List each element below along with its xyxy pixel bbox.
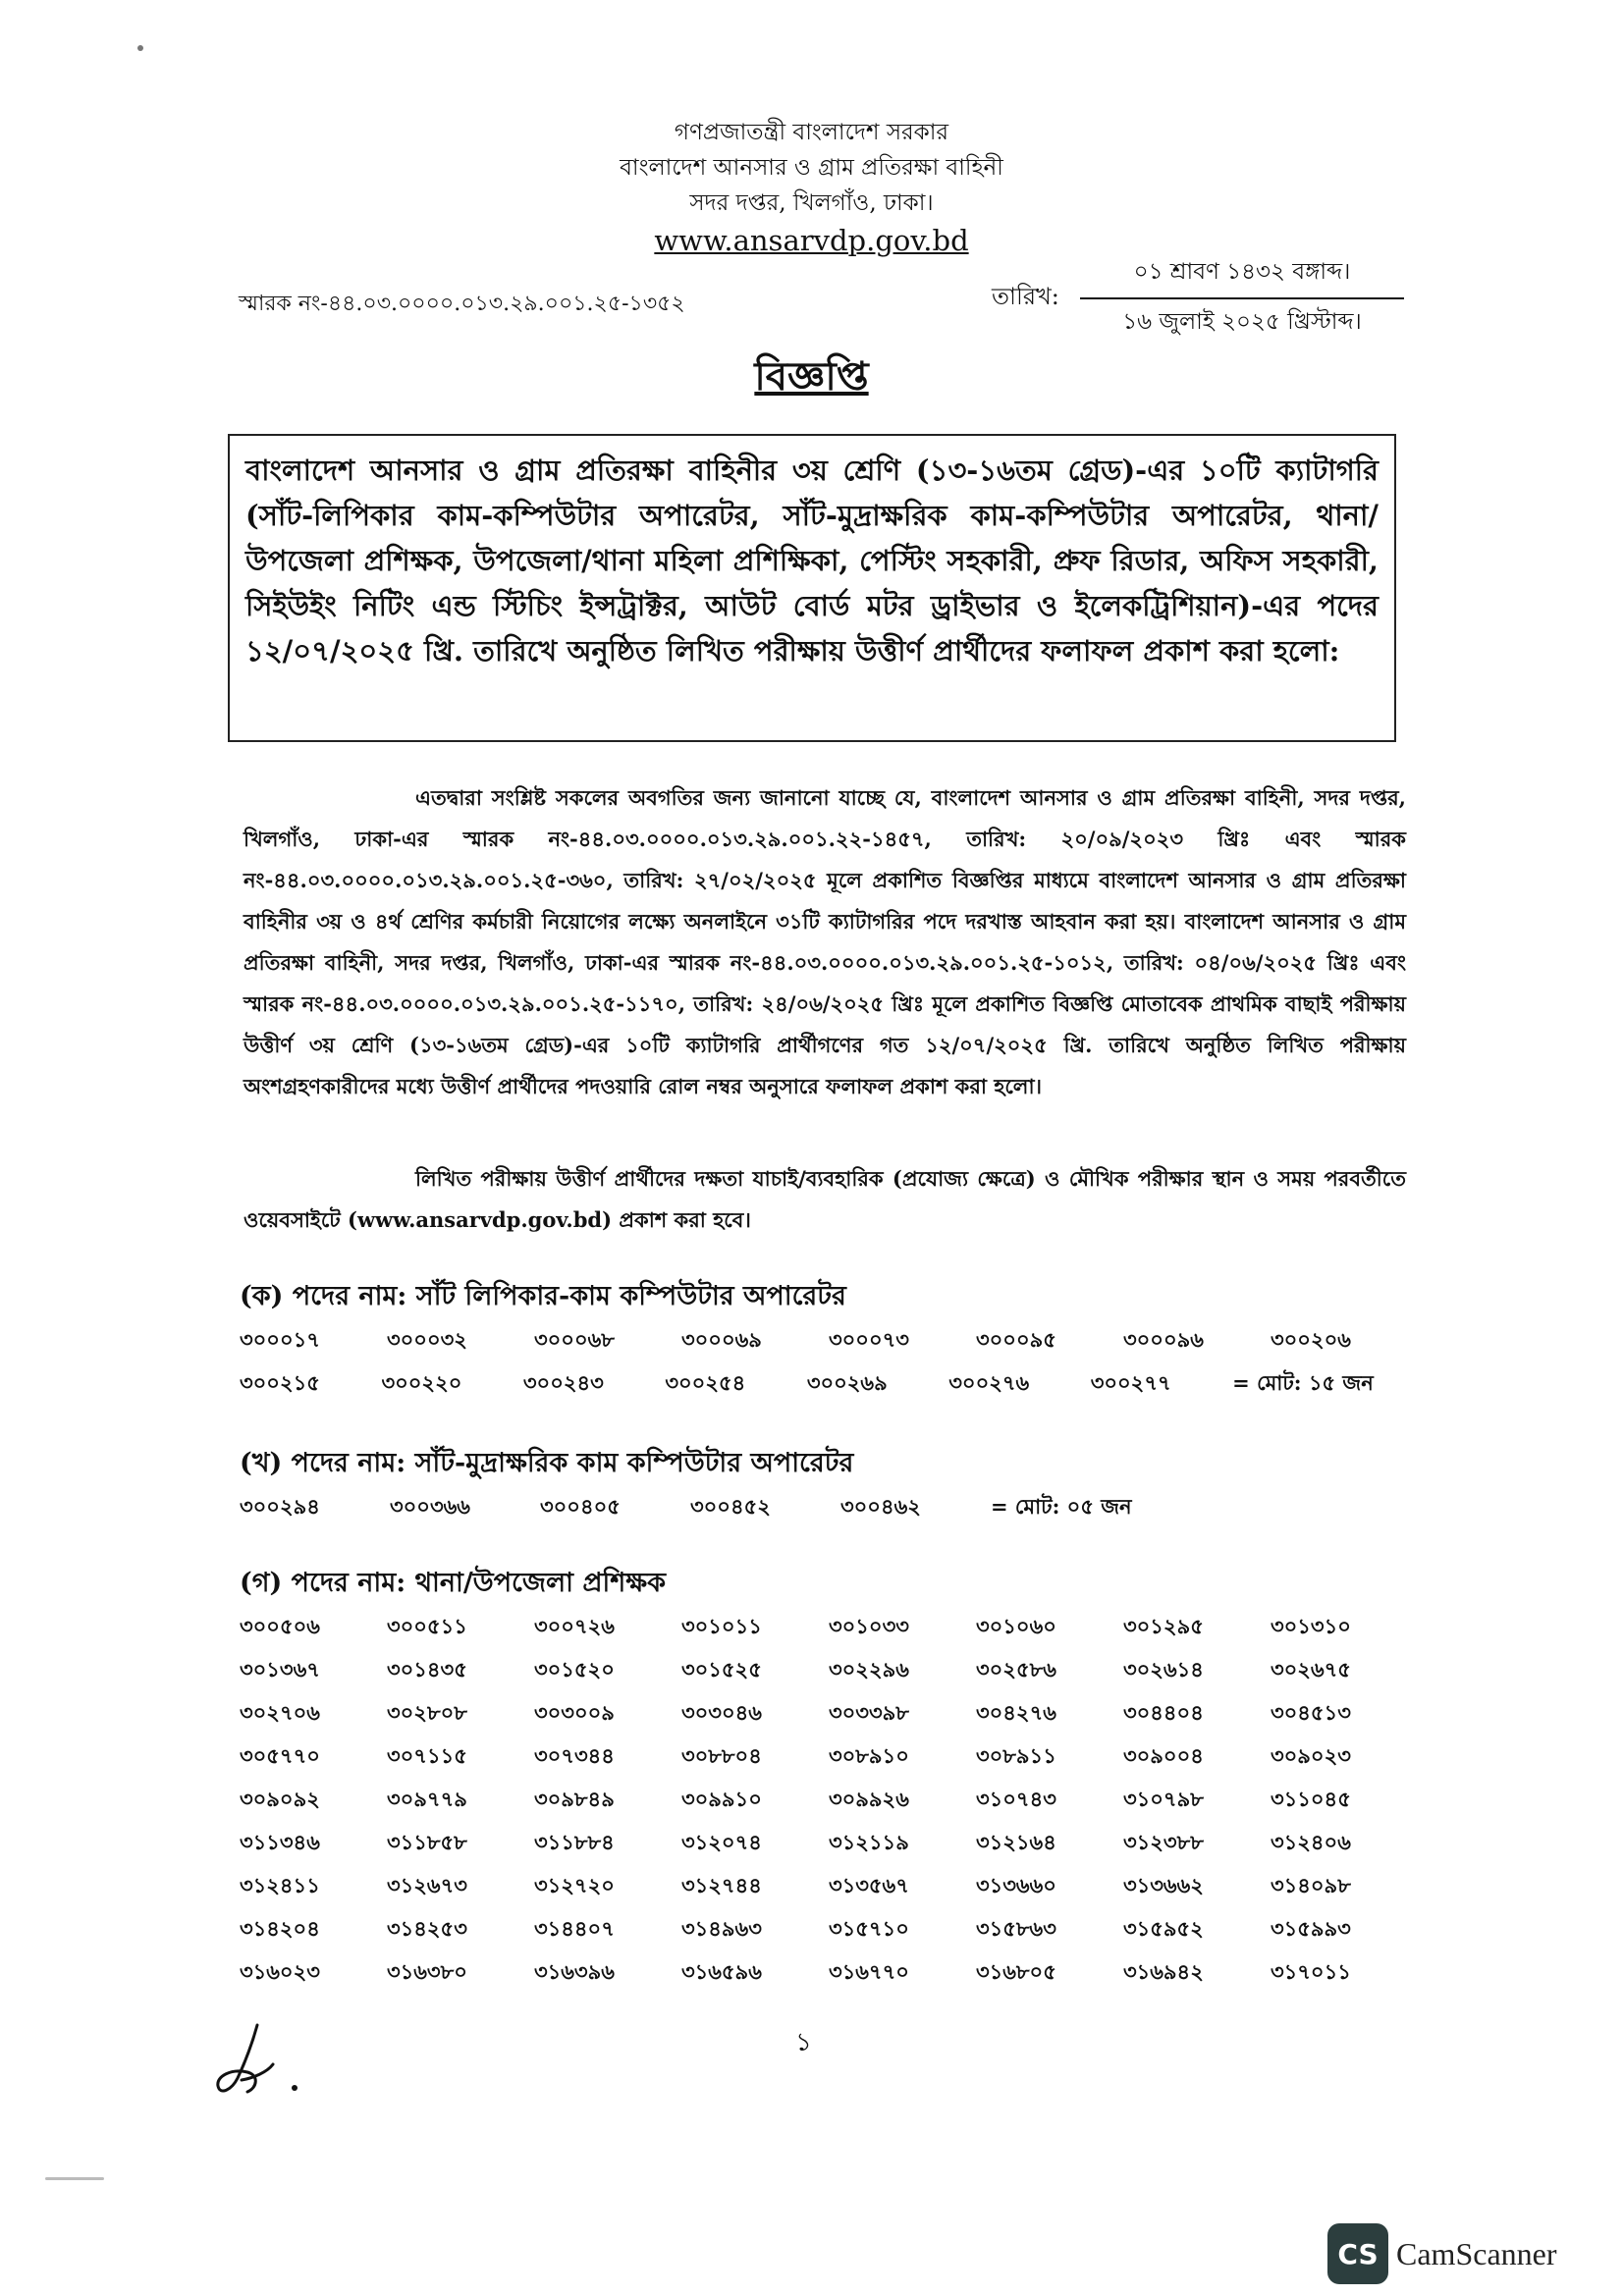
roll-number: ৩০০০৯৫ bbox=[976, 1326, 1056, 1352]
roll-number: ৩০১৩৬৭ bbox=[240, 1656, 320, 1682]
roll-number: ৩১২১৬৪ bbox=[976, 1829, 1056, 1854]
roll-number: ৩০২৭০৬ bbox=[240, 1699, 320, 1725]
roll-number: ৩০০০৬৮ bbox=[534, 1326, 615, 1352]
camscanner-label: CamScanner bbox=[1396, 2235, 1557, 2271]
roll-number: ৩১০৭৯৮ bbox=[1123, 1786, 1204, 1811]
roll-row bbox=[240, 1735, 1418, 1779]
header-govt: গণপ্রজাতন্ত্রী বাংলাদেশ সরকার bbox=[674, 120, 949, 145]
roll-number: ৩১৫৭১০ bbox=[829, 1915, 909, 1941]
roll-number: ৩০০০১৭ bbox=[240, 1326, 320, 1352]
roll-number: ৩১১৮৮৪ bbox=[534, 1829, 615, 1854]
roll-grid-ka bbox=[240, 1319, 1418, 1406]
roll-number: ৩০০২৪৩ bbox=[522, 1369, 604, 1395]
roll-number: ৩০০০৭৩ bbox=[829, 1326, 909, 1352]
roll-number: ৩১২৭২০ bbox=[534, 1872, 615, 1897]
roll-number: ৩১২১১৯ bbox=[829, 1829, 909, 1854]
roll-number: ৩০০২০৬ bbox=[1271, 1326, 1351, 1352]
roll-row bbox=[240, 1908, 1418, 1951]
roll-number: ৩০১৫২৫ bbox=[681, 1656, 762, 1682]
roll-number: ৩০১০৩৩ bbox=[829, 1613, 909, 1638]
date-bangla: ০১ শ্রাবণ ১৪৩২ বঙ্গাব্দ। bbox=[1080, 253, 1404, 299]
roll-number: ৩১৪২০৪ bbox=[240, 1915, 320, 1941]
scan-speck bbox=[137, 45, 143, 51]
roll-number: ৩০০২৭৭ bbox=[1090, 1369, 1171, 1395]
roll-number: ৩১৪০৯৮ bbox=[1271, 1872, 1351, 1897]
roll-number: ৩০২২৯৬ bbox=[829, 1656, 909, 1682]
body-paragraph-1: এতদ্বারা সংশ্লিষ্ট সকলের অবগতির জন্য জানানো যাচ্ছে যে, বাংলাদেশ আনসার ও গ্রাম প্রতিরক্ষা বাহিনী, সদর দপ্তর, খিলগাঁও, ঢাকা-এর স্মারক নং-৪৪.০৩.০০০০.০১৩.২৯.০০১.২২-১৪৫৭, তারিখ: ২০/০৯/২০২৩ খ্রিঃ এবং স্মারক নং-৪৪.০৩.০০০০.০১৩.২৯.০০১.২৫-৩৬০, তারিখ: ২৭/০২/২০২৫ মূলে প্রকাশিত বিজ্ঞপ্তির মাধ্যমে বাংলাদেশ আনসার ও গ্রাম প্রতিরক্ষা বাহিনীর ৩য় ও ৪র্থ শ্রেণির কর্মচারী নিয়োগের লক্ষ্যে অনলাইনে ৩১টি ক্যাটাগরির পদে দরখাস্ত আহবান করা হয়। বাংলাদেশ আনসার ও গ্রাম প্রতিরক্ষা বাহিনী, সদর দপ্তর, খিলগাঁও, ঢাকা-এর স্মারক নং-৪৪.০৩.০০০০.০১৩.২৯.০০১.২৫-১০১২, তারিখ: ০৪/০৬/২০২৫ খ্রিঃ এবং স্মারক নং-৪৪.০৩.০০০০.০১৩.২৯.০০১.২৫-১১৭০, তারিখ: ২৪/০৬/২০২৫ খ্রিঃ মূলে প্রকাশিত বিজ্ঞপ্তি মোতাবেক প্রাথমিক বাছাই পরীক্ষায় উত্তীর্ণ ৩য় শ্রেণি (১৩-১৬তম গ্রেড)-এর ১০টি ক্যাটাগরি প্রার্থীগণের গত ১২/০৭/২০২৫ খ্রি. তারিখে অনুষ্ঠিত লিখিত পরীক্ষায় অংশগ্রহণকারীদের মধ্যে উত্তীর্ণ প্রার্থীদের পদওয়ারি রোল নম্বর অনুসারে ফলাফল প্রকাশ করা হলো। bbox=[243, 785, 1406, 1098]
roll-number: ৩০৩০৪৬ bbox=[681, 1699, 762, 1725]
date-english: ১৬ জুলাই ২০২৫ খ্রিস্টাব্দ। bbox=[1122, 309, 1362, 335]
roll-number: ৩০১৪৩৫ bbox=[387, 1656, 467, 1682]
signature-mark bbox=[208, 2017, 306, 2106]
roll-number: ৩০০২৬৯ bbox=[806, 1369, 888, 1395]
roll-grid-kha bbox=[240, 1486, 1418, 1529]
roll-number: ৩১১০৪৫ bbox=[1271, 1786, 1351, 1811]
roll-number: ৩১২৪০৬ bbox=[1271, 1829, 1351, 1854]
roll-row bbox=[240, 1865, 1418, 1908]
roll-number: ৩০২৮০৮ bbox=[387, 1699, 467, 1725]
roll-number: ৩০০৪৬২ bbox=[840, 1493, 921, 1519]
roll-number: ৩১০৭৪৩ bbox=[976, 1786, 1056, 1811]
camscanner-icon: CS bbox=[1327, 2223, 1388, 2284]
roll-number: ৩১৪৪০৭ bbox=[534, 1915, 615, 1941]
roll-number: ৩১২৩৮৮ bbox=[1123, 1829, 1204, 1854]
roll-number: ৩০২৬৭৫ bbox=[1271, 1656, 1351, 1682]
roll-number: ৩১৩৬৬০ bbox=[976, 1872, 1056, 1897]
roll-number: ৩০০২৯৪ bbox=[240, 1493, 320, 1519]
roll-number: ৩০১০৬০ bbox=[976, 1613, 1056, 1638]
roll-number: ৩১৫৯৯৩ bbox=[1271, 1915, 1351, 1941]
roll-number: ৩০১৩১০ bbox=[1271, 1613, 1351, 1638]
roll-number: ৩০৮৯১০ bbox=[829, 1742, 909, 1768]
roll-number: ৩১২৭৪৪ bbox=[681, 1872, 762, 1897]
roll-number: ৩১২৪১১ bbox=[240, 1872, 320, 1897]
roll-number: ৩১৬০২৩ bbox=[240, 1958, 320, 1984]
roll-number: ৩০৮৮০৪ bbox=[681, 1742, 762, 1768]
roll-number: ৩১৬৯৪২ bbox=[1123, 1958, 1204, 1984]
roll-number: ৩০৯৯১০ bbox=[681, 1786, 762, 1811]
memo-number: স্মারক নং-৪৪.০৩.০০০০.০১৩.২৯.০০১.২৫-১৩৫২ bbox=[239, 292, 685, 316]
header-address: সদর দপ্তর, খিলগাঁও, ঢাকা। bbox=[689, 190, 934, 216]
roll-number: ৩১৬৭৭০ bbox=[829, 1958, 909, 1984]
roll-number: ৩০০৪০৫ bbox=[540, 1493, 621, 1519]
roll-number: ৩১৭০১১ bbox=[1271, 1958, 1351, 1984]
date-label: তারিখ: bbox=[992, 283, 1059, 310]
section-total: = মোট: ০৫ জন bbox=[991, 1493, 1132, 1519]
roll-number: ৩১২০৭৪ bbox=[681, 1829, 762, 1854]
roll-number: ৩১৩৫৬৭ bbox=[829, 1872, 909, 1897]
section-title-ka: (ক) পদের নাম: সাঁট লিপিকার-কাম কম্পিউটার অপারেটর bbox=[240, 1281, 846, 1311]
roll-number: ৩০০৫১১ bbox=[387, 1613, 467, 1638]
roll-number: ৩০১৫২০ bbox=[534, 1656, 615, 1682]
roll-number: ৩১৩৬৬২ bbox=[1123, 1872, 1204, 1897]
roll-number: ৩০০০৬৯ bbox=[681, 1326, 762, 1352]
notice-summary-box: বাংলাদেশ আনসার ও গ্রাম প্রতিরক্ষা বাহিনীর ৩য় শ্রেণি (১৩-১৬তম গ্রেড)-এর ১০টি ক্যাটাগরি (সাঁট-লিপিকার কাম-কম্পিউটার অপারেটর, সাঁট-মুদ্রাক্ষরিক কাম-কম্পিউটার অপারেটর, থানা/উপজেলা প্রশিক্ষক, উপজেলা/থানা মহিলা প্রশিক্ষিকা, পেস্টিং সহকারী, প্রুফ রিডার, অফিস সহকারী, সিইউইং নিটিং এন্ড স্টিচিং ইন্সট্রাক্টর, আউট বোর্ড মটর ড্রাইভার ও ইলেকট্রিশিয়ান)-এর পদের ১২/০৭/২০২৫ খ্রি. তারিখে অনুষ্ঠিত লিখিত পরীক্ষায় উত্তীর্ণ প্রার্থীদের ফলাফল প্রকাশ করা হলো: bbox=[228, 434, 1396, 742]
roll-number: ৩০০২৫৪ bbox=[665, 1369, 746, 1395]
roll-number: ৩১৬৮০৫ bbox=[976, 1958, 1056, 1984]
header-org: বাংলাদেশ আনসার ও গ্রাম প্রতিরক্ষা বাহিনী bbox=[620, 155, 1003, 181]
roll-row bbox=[240, 1362, 1418, 1406]
roll-number: ৩১৬৩৮০ bbox=[387, 1958, 467, 1984]
roll-number: ৩০১২৯৫ bbox=[1123, 1613, 1204, 1638]
scan-mark bbox=[45, 2177, 104, 2180]
roll-number: ৩০৭১১৫ bbox=[387, 1742, 467, 1768]
roll-number: ৩০০৭২৬ bbox=[534, 1613, 615, 1638]
roll-number: ৩১৫৯৫২ bbox=[1123, 1915, 1204, 1941]
roll-row bbox=[240, 1951, 1418, 1995]
roll-number: ৩০০২২০ bbox=[381, 1369, 462, 1395]
section-title-ga: (গ) পদের নাম: থানা/উপজেলা প্রশিক্ষক bbox=[240, 1568, 667, 1598]
roll-number: ৩১৪২৫৩ bbox=[387, 1915, 467, 1941]
roll-number: ৩০১০১১ bbox=[681, 1613, 762, 1638]
section-title-kha: (খ) পদের নাম: সাঁট-মুদ্রাক্ষরিক কাম কম্পিউটার অপারেটর bbox=[240, 1448, 854, 1478]
roll-number: ৩০৯৯২৬ bbox=[829, 1786, 909, 1811]
roll-number: ৩১১৮৫৮ bbox=[387, 1829, 467, 1854]
roll-number: ৩০০০৩২ bbox=[387, 1326, 467, 1352]
roll-row bbox=[240, 1319, 1418, 1362]
roll-number: ৩১১৩৪৬ bbox=[240, 1829, 320, 1854]
camscanner-watermark bbox=[1327, 2223, 1557, 2284]
roll-grid-ga bbox=[240, 1606, 1418, 1995]
roll-row bbox=[240, 1822, 1418, 1865]
roll-row bbox=[240, 1779, 1418, 1822]
roll-number: ৩০০৩৬৬ bbox=[390, 1493, 470, 1519]
roll-row bbox=[240, 1606, 1418, 1649]
roll-number: ৩১২৬৭৩ bbox=[387, 1872, 467, 1897]
roll-number: ৩১৬৫৯৬ bbox=[681, 1958, 762, 1984]
body-paragraph-2: লিখিত পরীক্ষায় উত্তীর্ণ প্রার্থীদের দক্ষতা যাচাই/ব্যবহারিক (প্রযোজ্য ক্ষেত্রে) ও মৌখিক পরীক্ষার স্থান ও সময় পরবর্তীতে ওয়েবসাইটে (www.ansarvdp.gov.bd) প্রকাশ করা হবে। bbox=[243, 1166, 1406, 1232]
roll-number: ৩০৯০২৩ bbox=[1271, 1742, 1351, 1768]
roll-number: ৩০০৪৫২ bbox=[690, 1493, 771, 1519]
roll-row bbox=[240, 1486, 1418, 1529]
roll-number: ৩০৮৯১১ bbox=[976, 1742, 1056, 1768]
roll-number: ৩০৯৮৪৯ bbox=[534, 1786, 615, 1811]
roll-number: ৩০০৫০৬ bbox=[240, 1613, 320, 1638]
roll-number: ৩০৩০০৯ bbox=[534, 1699, 615, 1725]
roll-number: ৩০২৫৮৬ bbox=[976, 1656, 1056, 1682]
roll-row bbox=[240, 1692, 1418, 1735]
roll-number: ৩০২৬১৪ bbox=[1123, 1656, 1204, 1682]
header-website: www.ansarvdp.gov.bd bbox=[654, 224, 969, 257]
roll-number: ৩১৫৮৬৩ bbox=[976, 1915, 1056, 1941]
roll-number: ৩০৪৫১৩ bbox=[1271, 1699, 1351, 1725]
roll-number: ৩০৪২৭৬ bbox=[976, 1699, 1056, 1725]
roll-number: ৩০৩৩৯৮ bbox=[829, 1699, 909, 1725]
notice-title: বিজ্ঞপ্তি bbox=[754, 353, 869, 400]
roll-number: ৩০০২১৫ bbox=[240, 1369, 320, 1395]
roll-number: ৩০৪৪০৪ bbox=[1123, 1699, 1204, 1725]
roll-number: ৩০০২৭৬ bbox=[948, 1369, 1030, 1395]
roll-number: ৩০৯০০৪ bbox=[1123, 1742, 1204, 1768]
roll-row bbox=[240, 1649, 1418, 1692]
roll-number: ৩১৬৩৯৬ bbox=[534, 1958, 615, 1984]
roll-number: ৩০০০৯৬ bbox=[1123, 1326, 1204, 1352]
section-total: = মোট: ১৫ জন bbox=[1232, 1369, 1374, 1395]
roll-number: ৩১৪৯৬৩ bbox=[681, 1915, 762, 1941]
page-number: ১ bbox=[795, 2028, 812, 2057]
date-block bbox=[1080, 253, 1404, 342]
roll-number: ৩০৭৩৪৪ bbox=[534, 1742, 615, 1768]
roll-number: ৩০৫৭৭০ bbox=[240, 1742, 320, 1768]
roll-number: ৩০৯৭৭৯ bbox=[387, 1786, 467, 1811]
roll-number: ৩০৯০৯২ bbox=[240, 1786, 320, 1811]
